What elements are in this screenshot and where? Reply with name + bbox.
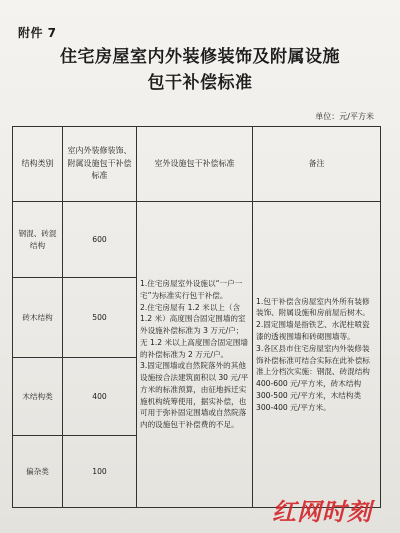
row-value-cell: 100 bbox=[63, 436, 137, 508]
table-row bbox=[13, 202, 381, 278]
outdoor-standard-cell bbox=[137, 202, 253, 508]
row-value-cell: 600 bbox=[63, 202, 137, 278]
attachment-label: 附件 7 bbox=[18, 26, 57, 40]
document-title-line2: 包干补偿标准 bbox=[147, 73, 253, 93]
document-title-line1: 住宅房屋室内外装修装饰及附属设施 bbox=[60, 47, 340, 67]
outdoor-standard-text: 1.住宅房屋室外设施以“一户一宅”为标准实行包干补偿。 2.住宅房屋有 1.2 米以上（含 1.2 米）高度围合固定围墙的室外设施补偿标准为 3 万元/户；无 1.2 米以上高度围合固定围墙的补偿标准为 2 万元/户。 3.固定围墙或自然院落外的其他设施按合法建筑面积以 30 元/平方米的标准预算，由征地拆迁实施机构统筹使用，据实补偿，也可用于弥补固定围墙或自然院落内的设施包干补偿费的不足。 bbox=[140, 279, 249, 430]
row-structure-cell: 砖木结构 bbox=[13, 278, 63, 358]
remarks-text: 1.包干补偿含房屋室内外所有装修装饰、附属设施和房前屋后树木。 2.固定围墙是指铁艺、水泥柱喷瓷漆的透视围墙和砖砌围墙等。 3.各区县市住宅房屋室内外装修装饰补偿标准可结合实际在此补偿标准上分档次实施：钢混、砖混结构 400-600 元/平方米，砖木结构 300-500 元/平方米，木结构类 300-400 元/平方米。 bbox=[256, 296, 370, 412]
header-structure: 结构类别 bbox=[13, 127, 63, 202]
row-structure-cell: 钢混、砖混结构 bbox=[13, 202, 63, 278]
watermark-logo: 红网时刻 bbox=[272, 498, 372, 526]
header-remarks: 备注 bbox=[253, 127, 381, 202]
row-value-cell: 500 bbox=[63, 278, 137, 358]
remarks-cell bbox=[253, 202, 381, 508]
unit-note: 单位：元/平方米 bbox=[315, 112, 374, 121]
table-header-row bbox=[13, 127, 381, 202]
header-outdoor-standard: 室外设施包干补偿标准 bbox=[137, 127, 253, 202]
row-structure-cell: 木结构类 bbox=[13, 358, 63, 436]
header-indoor-standard: 室内外装修装饰、附属设施包干补偿标准 bbox=[63, 127, 137, 202]
compensation-table bbox=[12, 126, 381, 508]
row-structure-cell: 偏杂类 bbox=[13, 436, 63, 508]
row-value-cell: 400 bbox=[63, 358, 137, 436]
